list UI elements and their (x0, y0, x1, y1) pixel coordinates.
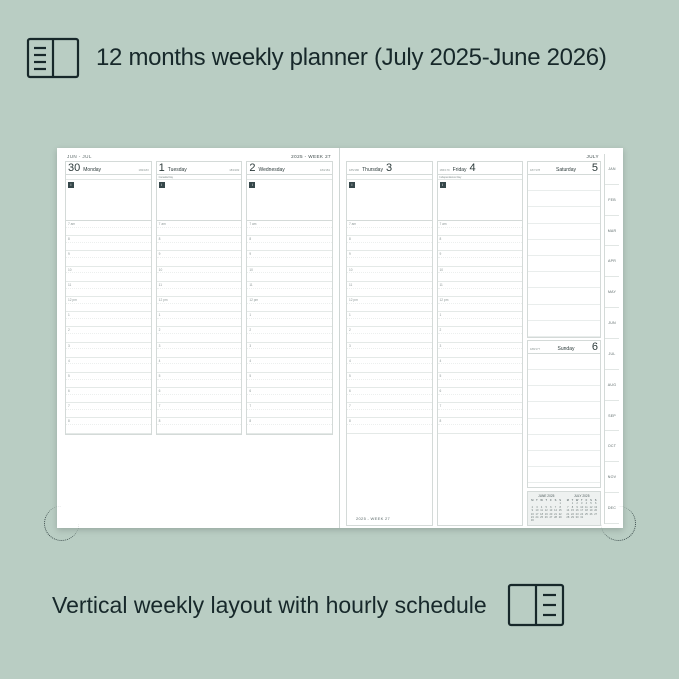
day-note: Independence Day (438, 175, 523, 180)
write-line[interactable] (528, 419, 600, 435)
note-tag-icon: i (68, 182, 74, 188)
left-day-columns (65, 161, 333, 435)
hour-list-thursday (347, 221, 432, 434)
month-tab-sep[interactable]: SEP (605, 401, 619, 432)
hour-row[interactable]: 6 (347, 388, 432, 403)
mc-day: 8 (559, 505, 561, 509)
day-notes-box[interactable] (247, 180, 332, 221)
hour-row[interactable]: 5 (247, 373, 332, 388)
day-number: 6 (591, 340, 598, 353)
write-line[interactable] (528, 305, 600, 321)
day-column-thursday[interactable] (346, 161, 433, 526)
hour-row[interactable]: 2 (66, 327, 151, 342)
hour-row[interactable]: 3 (347, 343, 432, 358)
day-name: Tuesday (167, 167, 187, 173)
day-column-sunday[interactable] (527, 340, 601, 488)
day-column-friday[interactable] (437, 161, 524, 526)
mc-day: 13 (549, 509, 553, 513)
weekend-column (527, 161, 601, 526)
dow: T (536, 498, 538, 502)
mini-calendar-title: JUNE 2025 (538, 493, 555, 498)
note-tag-icon: i (440, 182, 446, 188)
open-book-icon (507, 580, 565, 630)
day-index: 187/178 (530, 168, 541, 172)
write-line[interactable] (528, 451, 600, 467)
planner-right-page (340, 148, 623, 528)
mini-calendar-grid (566, 499, 599, 519)
hour-row[interactable]: 10 (247, 267, 332, 282)
day-number: 30 (68, 162, 81, 174)
hour-row[interactable]: 7 (157, 403, 242, 418)
month-tab-dec[interactable]: DEC (605, 493, 619, 524)
mc-day: 30 (575, 515, 579, 519)
mc-day: 27 (594, 512, 598, 516)
hour-row[interactable]: 9 (247, 251, 332, 266)
day-name: Wednesday (258, 167, 285, 173)
mc-day: 5 (590, 502, 592, 506)
mc-day: 22 (558, 512, 562, 516)
mc-day: 4 (540, 505, 543, 509)
mini-calendar-june[interactable] (530, 494, 563, 523)
hour-row[interactable]: 2 (438, 327, 523, 342)
write-line[interactable] (528, 207, 600, 223)
mc-day: 21 (566, 512, 570, 516)
mc-day: 25 (584, 512, 588, 516)
write-line[interactable] (528, 175, 600, 191)
sunday-lines[interactable] (528, 354, 600, 484)
mc-day: 23 (575, 512, 579, 516)
hour-row[interactable]: 7 (347, 403, 432, 418)
hour-row[interactable]: 4 (347, 358, 432, 373)
day-header (66, 162, 151, 175)
day-name: Friday (452, 167, 467, 173)
hour-row[interactable]: 11 (438, 282, 523, 297)
day-header (438, 162, 523, 175)
day-index: 183/182 (229, 168, 240, 172)
hour-row[interactable]: 8 (247, 418, 332, 433)
mc-day: 12 (544, 509, 548, 513)
hour-row[interactable]: 8 (157, 236, 242, 251)
top-heading (26, 34, 607, 82)
planner-left-page (57, 148, 340, 528)
hour-row[interactable]: 3 (247, 343, 332, 358)
mc-day: 19 (544, 512, 548, 516)
day-column-wednesday[interactable] (246, 161, 333, 435)
day-index: 182/183 (138, 168, 149, 172)
dow: T (580, 498, 583, 502)
month-tab-aug[interactable]: AUG (605, 370, 619, 401)
hour-row[interactable]: 2 (157, 327, 242, 342)
planner-spread (57, 148, 623, 528)
hour-row[interactable]: 9 (438, 251, 523, 266)
write-line[interactable] (528, 240, 600, 256)
day-index: 186/179 (439, 168, 450, 172)
write-line[interactable] (528, 321, 600, 337)
dow: W (575, 498, 579, 502)
bottom-heading (52, 580, 565, 630)
note-tag-icon: i (349, 182, 355, 188)
hour-row[interactable]: 11 (157, 282, 242, 297)
day-index: 184/181 (319, 168, 331, 172)
hour-row[interactable]: 7 am (66, 221, 151, 236)
write-line[interactable] (528, 370, 600, 386)
hour-row[interactable]: 7 (438, 403, 523, 418)
write-line[interactable] (528, 467, 600, 483)
mc-day: 7 (567, 505, 569, 509)
mc-day: 10 (580, 505, 584, 509)
write-line[interactable] (528, 191, 600, 207)
mc-day: 26 (544, 515, 548, 519)
hour-list-wednesday (247, 221, 332, 434)
right-page-month: JULY (586, 154, 599, 159)
hour-row[interactable]: 9 (157, 251, 242, 266)
dow: W (540, 498, 543, 502)
mc-day: 7 (554, 505, 557, 509)
month-tab-jul[interactable]: JUL (605, 339, 619, 370)
month-tab-oct[interactable]: OCT (605, 431, 619, 462)
hour-list-tuesday (157, 221, 242, 434)
month-tab-may[interactable]: MAY (605, 277, 619, 308)
dow: S (554, 498, 557, 502)
note-tag-icon: i (159, 182, 165, 188)
hour-row[interactable]: 2 (247, 327, 332, 342)
hour-row[interactable]: 8 (66, 236, 151, 251)
mc-day: 26 (589, 512, 593, 516)
day-notes-box[interactable] (347, 180, 432, 221)
day-column-saturday[interactable] (527, 161, 601, 338)
hour-row[interactable]: 9 (66, 251, 151, 266)
hour-row[interactable]: 4 (438, 358, 523, 373)
mc-day: 6 (594, 502, 597, 506)
write-line[interactable] (528, 386, 600, 402)
mc-day: 9 (576, 505, 578, 509)
mc-day: 18 (540, 512, 544, 516)
mc-day: 20 (594, 509, 598, 513)
mc-day: 2 (531, 505, 534, 509)
dow: S (559, 498, 562, 502)
month-tab-feb[interactable]: FEB (605, 185, 619, 216)
mc-day: 15 (558, 509, 562, 513)
mc-day (593, 516, 598, 519)
month-tab-apr[interactable]: APR (605, 246, 619, 277)
day-header (528, 341, 600, 354)
hour-row[interactable]: 4 (157, 358, 242, 373)
hour-row[interactable]: 3 (438, 343, 523, 358)
mc-day: 27 (549, 515, 553, 519)
write-line[interactable] (528, 272, 600, 288)
day-column-monday[interactable] (65, 161, 152, 435)
mc-day: 11 (540, 509, 543, 513)
dow: F (550, 498, 552, 502)
left-page-week-label: 2025 - WEEK 27 (291, 154, 331, 159)
hour-row[interactable]: 11 (247, 282, 332, 297)
day-header (528, 162, 600, 175)
hour-row[interactable]: 8 (438, 418, 523, 433)
mc-day: 9 (531, 509, 534, 513)
mc-day: 24 (535, 515, 539, 519)
hour-row[interactable]: 7 am (157, 221, 242, 236)
mini-calendar-grid (530, 499, 563, 523)
mc-day: 19 (589, 509, 593, 513)
hour-row[interactable]: 8 (247, 236, 332, 251)
mc-day: 24 (580, 512, 584, 516)
mini-calendars (527, 491, 601, 526)
month-tab-mar[interactable]: MAR (605, 216, 619, 247)
hour-row[interactable]: 6 (438, 388, 523, 403)
dow: M (566, 498, 569, 502)
day-index: 188/177 (530, 346, 541, 351)
mc-day: 1 (571, 502, 574, 506)
month-tab-jan[interactable]: JAN (605, 154, 619, 185)
hour-row[interactable]: 12 pm (347, 297, 432, 312)
hour-row[interactable]: 5 (157, 373, 242, 388)
day-name: Monday (83, 167, 102, 173)
dow: T (545, 498, 548, 502)
hour-row[interactable]: 8 (157, 418, 242, 433)
right-page-footer: 2025 - WEEK 27 (356, 516, 390, 521)
mc-day: 31 (580, 515, 584, 519)
mc-day: 3 (536, 505, 538, 509)
dow: M (531, 498, 534, 502)
day-number: 3 (385, 162, 393, 174)
dow: S (590, 498, 592, 502)
mc-day: 21 (554, 512, 557, 516)
month-tab-strip (604, 154, 619, 524)
mc-day: 6 (550, 505, 552, 509)
hour-row[interactable]: 8 (347, 418, 432, 433)
mc-day: 10 (535, 509, 539, 513)
hour-row[interactable]: 10 (157, 267, 242, 282)
hour-row[interactable]: 3 (66, 343, 151, 358)
mc-day: 3 (581, 502, 583, 506)
hour-row[interactable]: 12 pm (438, 297, 523, 312)
mc-day: 16 (530, 512, 534, 516)
hour-row[interactable]: 12 pm (66, 297, 151, 312)
mc-day: 1 (559, 502, 561, 506)
day-index: 185/180 (349, 168, 360, 172)
note-tag-icon: i (249, 182, 255, 188)
hour-row[interactable]: 1 (347, 312, 432, 327)
hour-row[interactable]: 4 (247, 358, 332, 373)
hour-row[interactable]: 2 (347, 327, 432, 342)
dow: S (594, 498, 597, 502)
write-line[interactable] (528, 256, 600, 272)
left-page-header (65, 154, 333, 161)
mc-day: 29 (571, 515, 574, 519)
right-day-columns (346, 161, 601, 526)
mini-calendar-july[interactable] (566, 494, 599, 523)
hour-row[interactable]: 5 (438, 373, 523, 388)
hour-row[interactable]: 4 (66, 358, 151, 373)
dow: T (571, 498, 574, 502)
open-book-icon (26, 34, 80, 82)
hour-row[interactable]: 10 (347, 267, 432, 282)
hour-row[interactable]: 10 (438, 267, 523, 282)
mc-day (558, 519, 563, 522)
mc-day: 14 (554, 509, 557, 513)
hour-list-monday (66, 221, 151, 434)
day-number: 2 (249, 162, 256, 174)
mc-day: 13 (594, 505, 598, 509)
saturday-lines[interactable] (528, 175, 600, 337)
hour-row[interactable]: 8 (347, 236, 432, 251)
mini-calendar-title: JULY 2025 (574, 493, 590, 498)
mc-day: 12 (589, 505, 593, 509)
mc-day: 17 (580, 509, 584, 513)
day-note: Canada Day (157, 175, 242, 180)
hour-row[interactable]: 1 (157, 312, 242, 327)
day-number: 1 (158, 162, 165, 174)
hour-row[interactable]: 1 (438, 312, 523, 327)
hour-row[interactable]: 11 (347, 282, 432, 297)
write-line[interactable] (528, 402, 600, 418)
write-line[interactable] (528, 435, 600, 451)
hour-row[interactable]: 7 (247, 403, 332, 418)
hour-row[interactable]: 6 (157, 388, 242, 403)
hour-row[interactable]: 12 pm (157, 297, 242, 312)
day-header (347, 162, 432, 175)
mc-day: 17 (535, 512, 539, 516)
mc-day: 28 (566, 515, 570, 519)
bottom-heading-text: Vertical weekly layout with hourly schedule (52, 591, 487, 618)
hour-row[interactable]: 10 (66, 267, 151, 282)
month-tab-jun[interactable]: JUN (605, 308, 619, 339)
hour-row[interactable]: 7 am (438, 221, 523, 236)
mc-day: 8 (571, 505, 574, 509)
write-line[interactable] (528, 224, 600, 240)
mc-day: 2 (576, 502, 578, 506)
mc-day: 11 (585, 505, 588, 509)
day-header (247, 162, 332, 175)
hour-row[interactable]: 1 (66, 312, 151, 327)
day-name: Sunday (557, 345, 575, 352)
hour-row[interactable]: 8 (66, 418, 151, 433)
hour-row[interactable]: 6 (66, 388, 151, 403)
hour-row[interactable]: 6 (247, 388, 332, 403)
day-name: Saturday (555, 167, 576, 173)
left-page-month-range: JUN - JUL (67, 154, 92, 159)
write-line[interactable] (528, 354, 600, 370)
hour-row[interactable]: 9 (347, 251, 432, 266)
day-notes-box[interactable] (157, 180, 242, 221)
hour-row[interactable]: 5 (347, 373, 432, 388)
mc-day: 28 (554, 515, 557, 519)
mc-day: 4 (585, 502, 588, 506)
right-page-header (346, 154, 601, 161)
hour-row[interactable]: 11 (66, 282, 151, 297)
top-heading-text: 12 months weekly planner (July 2025-June 2026) (96, 44, 607, 71)
hour-row[interactable]: 7 am (347, 221, 432, 236)
day-notes-box[interactable] (438, 180, 523, 221)
month-tab-nov[interactable]: NOV (605, 462, 619, 493)
mc-day: 5 (545, 505, 547, 509)
mc-day: 30 (530, 519, 534, 523)
day-column-tuesday[interactable] (156, 161, 243, 435)
mc-day: 16 (575, 509, 579, 513)
mc-day: 23 (530, 515, 534, 519)
day-notes-box[interactable] (66, 180, 151, 221)
day-number: 5 (591, 162, 598, 174)
mc-day: 25 (540, 515, 544, 519)
day-header (157, 162, 242, 175)
mc-day: 14 (566, 509, 570, 513)
mc-day: 22 (571, 512, 574, 516)
dow: F (585, 498, 588, 502)
hour-row[interactable]: 3 (157, 343, 242, 358)
day-name: Thursday (362, 167, 383, 173)
mc-day: 29 (558, 515, 562, 519)
hour-row[interactable]: 7 (66, 403, 151, 418)
hour-row[interactable]: 5 (66, 373, 151, 388)
hour-row[interactable]: 1 (247, 312, 332, 327)
mc-day: 15 (571, 509, 574, 513)
hour-list-friday (438, 221, 523, 434)
hour-row[interactable]: 12 pm (247, 297, 332, 312)
write-line[interactable] (528, 288, 600, 304)
hour-row[interactable]: 7 am (247, 221, 332, 236)
day-number: 4 (469, 162, 476, 174)
mc-day: 20 (549, 512, 553, 516)
mc-day: 18 (584, 509, 588, 513)
hour-row[interactable]: 8 (438, 236, 523, 251)
